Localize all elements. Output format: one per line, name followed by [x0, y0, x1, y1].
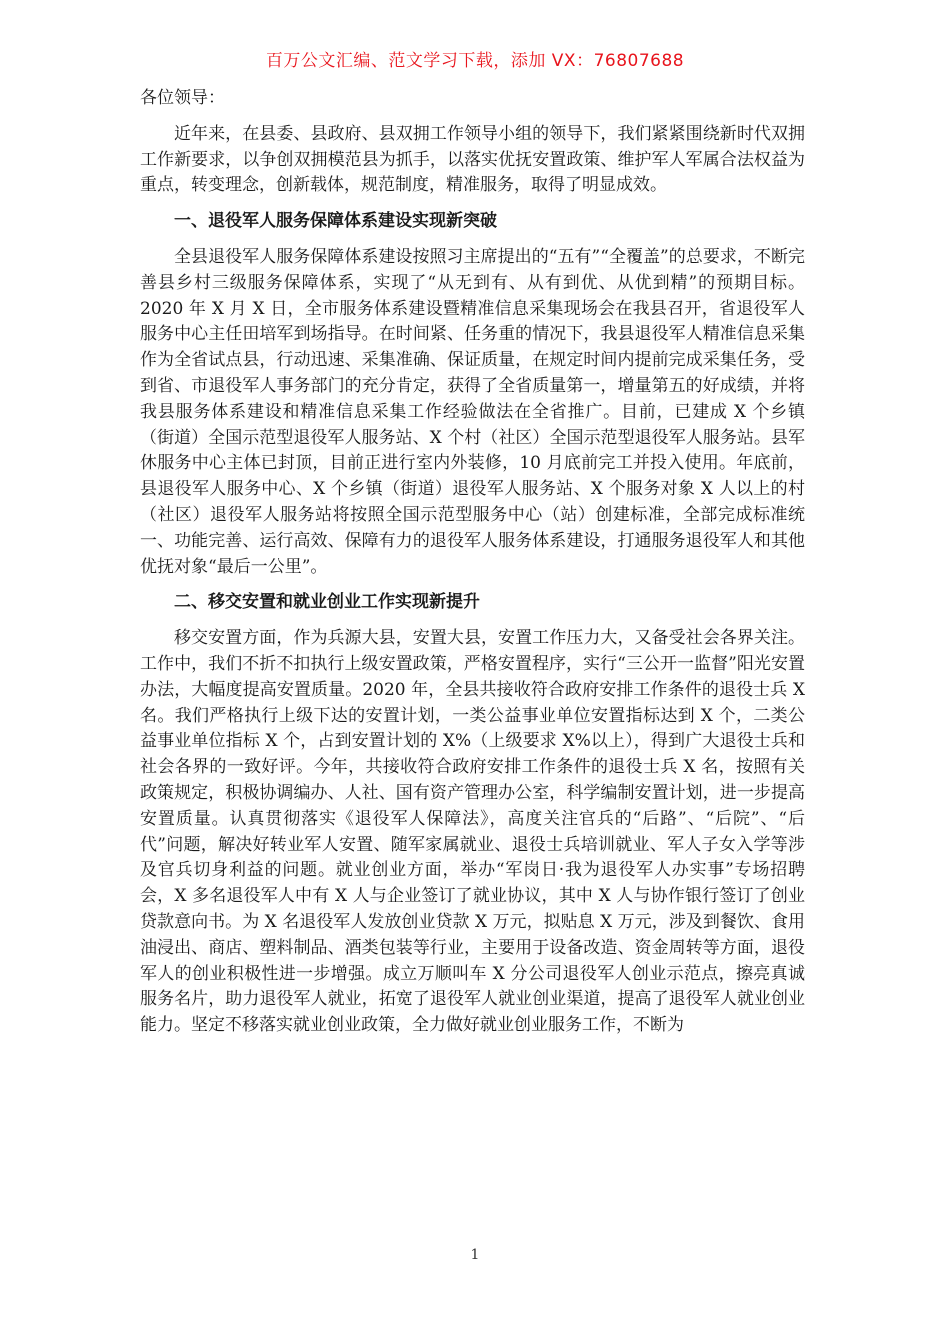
section-2-body: 移交安置方面，作为兵源大县，安置大县，安置工作压力大，又备受社会各界关注。工作中，我们不折不扣执行上级安置政策，严格安置程序，实行“三公开一监督”阳光安置办法，大幅度提高安置质量。2020 年，全县共接收符合政府安排工作条件的退役士兵 X 名。我们严格执行上级下达的安置计划，一类公益事业单位安置指标达到 X 个，二类公益事业单位指标 X 个，占到安置计划的 X%（上级要求 X%以上），得到广大退役士兵和社会各界的一致好评。今年，共接收符合政府安排工作条件的退役士兵 X 名，按照有关政策规定，积极协调编办、人社、国有资产管理办公室，科学编制安置计划，进一步提高安置质量。认真贯彻落实《退役军人保障法》，高度关注官兵的“后路”、“后院”、“后代”问题，解决好转业军人安置、随军家属就业、退役士兵培训就业、军人子女入学等涉及官兵切身利益的问题。就业创业方面，举办“军岗日·我为退役军人办实事”专场招聘会，X 多名退役军人中有 X 人与企业签订了就业协议，其中 X 人与协作银行签订了创业贷款意向书。为 X 名退役军人发放创业贷款 X 万元，拟贴息 X 万元，涉及到餐饮、食用油浸出、商店、塑料制品、酒类包装等行业，主要用于设备改造、资金周转等方面，退役军人的创业积极性进一步增强。成立万顺叫车 X 分公司退役军人创业示范点，擦亮真诚服务名片，助力退役军人就业，拓宽了退役军人就业创业渠道，提高了退役军人就业创业能力。坚定不移落实就业创业政策，全力做好就业创业服务工作，不断为	[140, 628, 805, 1036]
section-2-heading: 二、移交安置和就业创业工作实现新提升	[174, 592, 480, 613]
watermark-header: 百万公文汇编、范文学习下载，添加 VX：76807688	[265, 51, 685, 71]
intro-paragraph: 近年来，在县委、县政府、县双拥工作领导小组的领导下，我们紧紧围绕新时代双拥工作新要求，以争创双拥模范县为抓手，以落实优抚安置政策、维护军人军属合法权益为重点，转变理念，创新载体，规范制度，精准服务，取得了明显成效。	[140, 123, 805, 196]
section-1-body: 全县退役军人服务保障体系建设按照习主席提出的“五有”“全覆盖”的总要求，不断完善县乡村三级服务保障体系，实现了“从无到有、从有到优、从优到精”的预期目标。2020 年 X 月 X 日，全市服务体系建设暨精准信息采集现场会在我县召开，省退役军人服务中心主任田培军到场指导。在时间紧、任务重的情况下，我县退役军人精准信息采集作为全省试点县，行动迅速、采集准确、保证质量，在规定时间内提前完成采集任务，受到省、市退役军人事务部门的充分肯定，获得了全省质量第一，增量第五的好成绩，并将我县服务体系建设和精准信息采集工作经验做法在全省推广。目前，已建成 X 个乡镇（街道）全国示范型退役军人服务站、X 个村（社区）全国示范型退役军人服务站。县军休服务中心主体已封顶，目前正进行室内外装修，10 月底前完工并投入使用。年底前，县退役军人服务中心、X 个乡镇（街道）退役军人服务站、X 个服务对象 X 人以上的村（社区）退役军人服务站将按照全国示范型服务中心（站）创建标准，全部完成标准统一、功能完善、运行高效、保障有力的退役军人服务体系建设，打通服务退役军人和其他优抚对象“最后一公里”。	[140, 246, 805, 577]
salutation: 各位领导：	[140, 88, 225, 108]
section-1-heading: 一、退役军人服务保障体系建设实现新突破	[174, 211, 497, 232]
document-body	[140, 86, 805, 1049]
page-number: 1	[470, 1247, 480, 1263]
